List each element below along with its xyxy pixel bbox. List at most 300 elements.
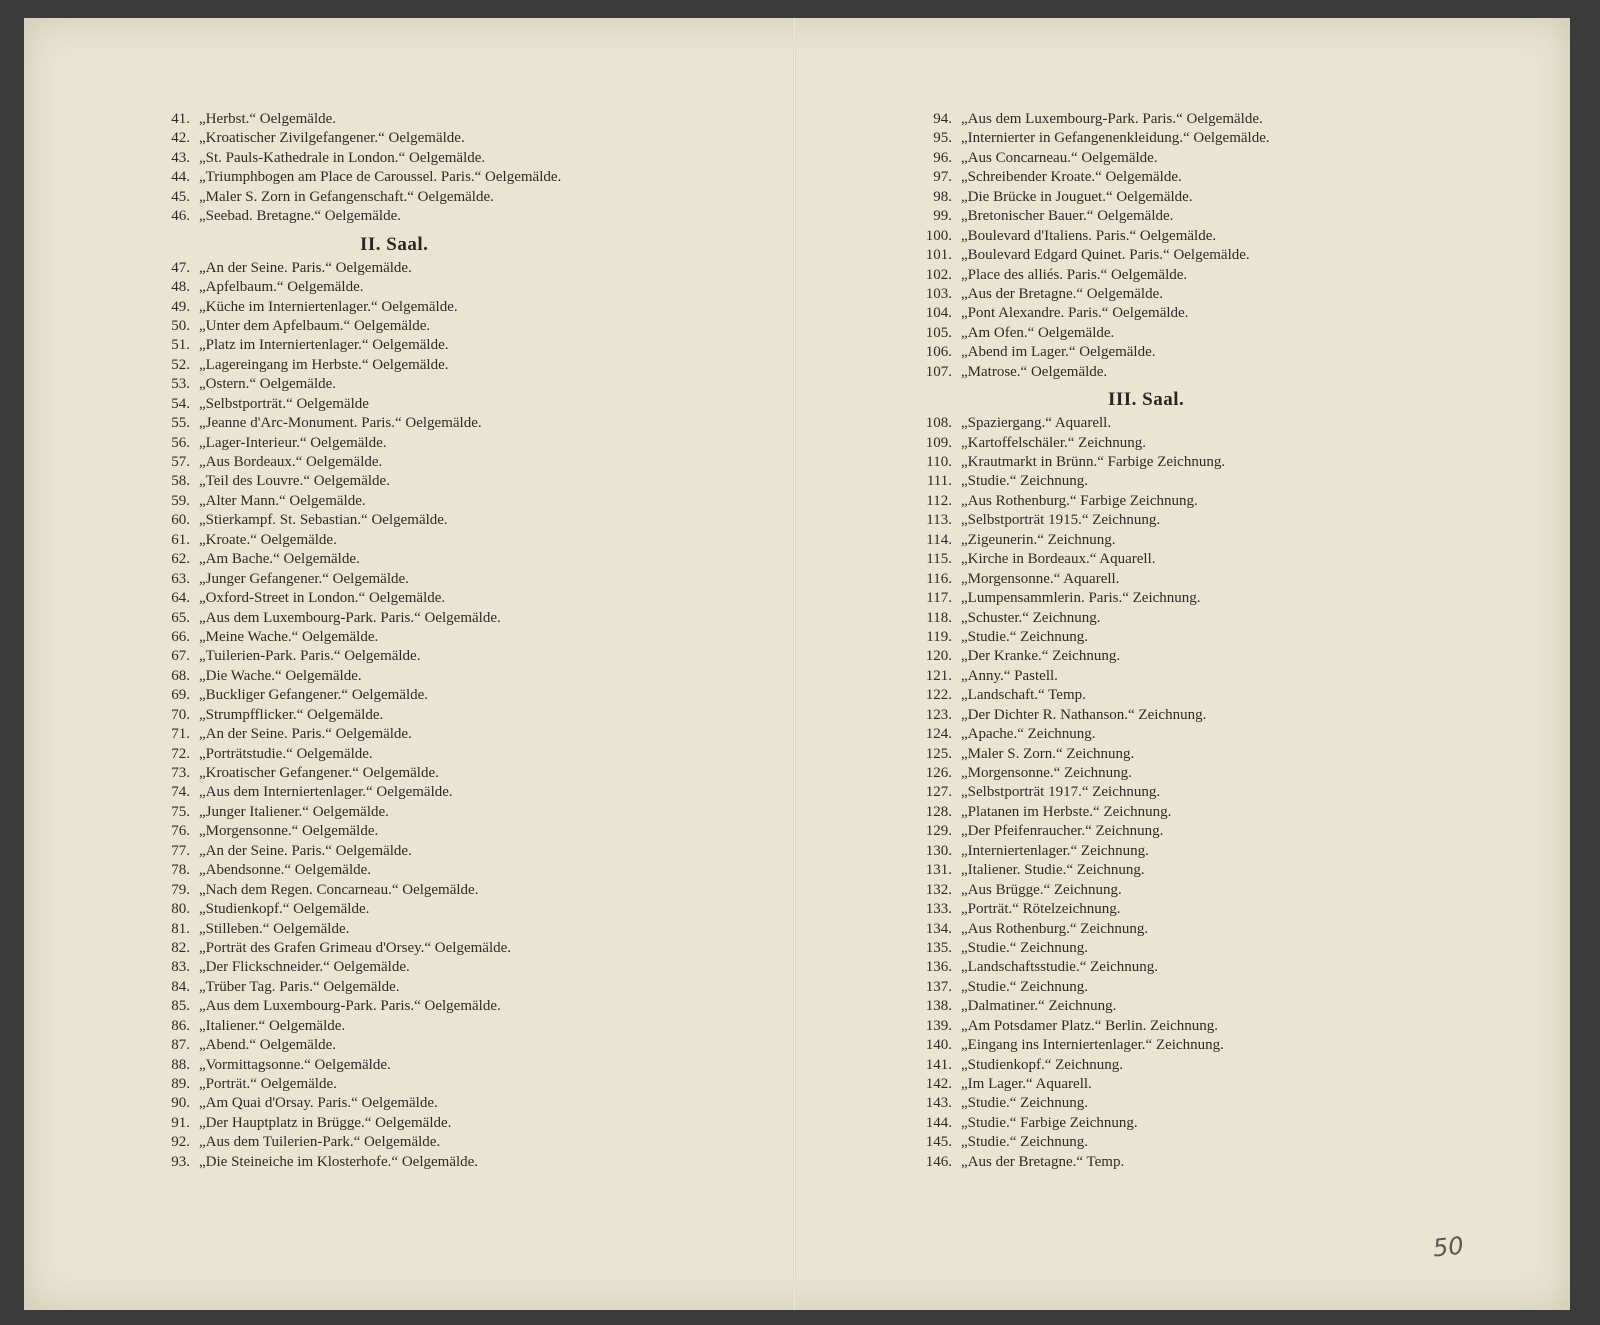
entry-number: 140. bbox=[925, 1037, 952, 1054]
catalog-entry bbox=[158, 1036, 561, 1055]
catalog-entry bbox=[158, 278, 561, 297]
entry-title: „Studie.“ Zeichnung. bbox=[961, 628, 1089, 645]
entry-title: „Im Lager.“ Aquarell. bbox=[961, 1076, 1092, 1092]
entry-number: 85. bbox=[171, 998, 190, 1015]
entry-number: 41. bbox=[171, 111, 190, 127]
entry-number: 99. bbox=[933, 208, 952, 225]
entry-title: „Jeanne d'Arc-Monument. Paris.“ Oelgemälde. bbox=[199, 415, 482, 432]
entry-title: „Lagereingang im Herbste.“ Oelgemälde. bbox=[199, 356, 449, 373]
entry-title: „Schreibender Kroate.“ Oelgemälde. bbox=[961, 169, 1182, 186]
entry-number: 55. bbox=[171, 415, 190, 432]
entry-title: „Studienkopf.“ Oelgemälde. bbox=[199, 901, 370, 918]
catalog-entry bbox=[158, 336, 561, 355]
entry-title: „Kartoffelschäler.“ Zeichnung. bbox=[961, 434, 1147, 451]
entry-title: „Studie.“ Zeichnung. bbox=[961, 978, 1089, 995]
catalog-entry bbox=[158, 920, 561, 939]
catalog-entry bbox=[912, 1017, 1270, 1036]
entry-title: „Meine Wache.“ Oelgemälde. bbox=[199, 628, 379, 645]
entry-title: „Matrose.“ Oelgemälde. bbox=[961, 363, 1108, 380]
catalog-entry bbox=[158, 414, 561, 433]
left-column bbox=[158, 110, 561, 1172]
entry-title: „Stilleben.“ Oelgemälde. bbox=[199, 920, 350, 937]
catalog-entry bbox=[158, 978, 561, 997]
entry-title: „Aus dem Luxembourg-Park. Paris.“ Oelgemälde. bbox=[199, 609, 501, 626]
catalog-entry bbox=[912, 110, 1270, 129]
entry-title: „Place des alliés. Paris.“ Oelgemälde. bbox=[961, 266, 1188, 283]
entry-title: „Selbstporträt 1915.“ Zeichnung. bbox=[961, 512, 1161, 529]
entry-number: 59. bbox=[171, 492, 190, 509]
entry-number: 53. bbox=[171, 376, 190, 393]
catalog-entry bbox=[158, 168, 561, 187]
entry-number: 43. bbox=[171, 149, 190, 166]
entry-number: 104. bbox=[925, 305, 952, 322]
catalog-entry bbox=[912, 129, 1270, 148]
catalog-entry bbox=[158, 395, 561, 414]
entry-title: „Kirche in Bordeaux.“ Aquarell. bbox=[961, 551, 1156, 568]
catalog-entry bbox=[912, 492, 1270, 511]
entry-title: „Maler S. Zorn.“ Zeichnung. bbox=[961, 745, 1135, 762]
catalog-entry bbox=[158, 745, 561, 764]
entry-number: 68. bbox=[171, 667, 190, 684]
entry-number: 44. bbox=[171, 169, 190, 186]
entry-number: 58. bbox=[171, 473, 190, 490]
catalog-entry bbox=[158, 1114, 561, 1133]
entry-title: „Tuilerien-Park. Paris.“ Oelgemälde. bbox=[199, 648, 421, 665]
catalog-entry bbox=[912, 188, 1270, 207]
right-column bbox=[912, 110, 1270, 1172]
entry-number: 101. bbox=[925, 247, 952, 264]
entry-title: „Eingang ins Interniertenlager.“ Zeichnung. bbox=[961, 1037, 1224, 1054]
catalog-entry bbox=[912, 570, 1270, 589]
entry-number: 107. bbox=[925, 363, 952, 380]
entry-title: „Kroatischer Gefangener.“ Oelgemälde. bbox=[199, 765, 439, 781]
entry-title: „Vormittagsonne.“ Oelgemälde. bbox=[199, 1056, 391, 1073]
entry-title: „An der Seine. Paris.“ Oelgemälde. bbox=[199, 726, 412, 743]
entry-title: „Italiener.“ Oelgemälde. bbox=[199, 1017, 346, 1034]
entry-number: 133. bbox=[925, 901, 952, 918]
entry-title: „Strumpfflicker.“ Oelgemälde. bbox=[199, 706, 384, 723]
entry-number: 114. bbox=[926, 531, 952, 548]
entry-title: „Herbst.“ Oelgemälde. bbox=[199, 111, 337, 127]
entry-number: 130. bbox=[925, 842, 952, 859]
entry-number: 67. bbox=[171, 648, 190, 665]
catalog-entry bbox=[912, 920, 1270, 939]
catalog-entry bbox=[912, 609, 1270, 628]
entry-number: 65. bbox=[171, 609, 190, 626]
entry-title: „Porträt des Grafen Grimeau d'Orsey.“ Oelgemälde. bbox=[199, 939, 512, 956]
entry-number: 138. bbox=[925, 998, 952, 1015]
entry-title: „St. Pauls-Kathedrale in London.“ Oelgemälde. bbox=[199, 149, 486, 166]
entry-title: „Aus Brügge.“ Zeichnung. bbox=[961, 881, 1122, 898]
catalog-entry bbox=[912, 472, 1270, 491]
catalog-entry bbox=[912, 1075, 1270, 1094]
entry-number: 116. bbox=[926, 570, 952, 587]
entry-number: 60. bbox=[171, 512, 190, 529]
entry-number: 106. bbox=[925, 344, 952, 361]
entry-title: „Am Quai d'Orsay. Paris.“ Oelgemälde. bbox=[199, 1095, 438, 1112]
entry-title: „Der Dichter R. Nathanson.“ Zeichnung. bbox=[961, 706, 1207, 723]
catalog-entry bbox=[158, 511, 561, 530]
catalog-entry bbox=[158, 1075, 561, 1094]
catalog-entry bbox=[158, 1017, 561, 1036]
catalog-entry bbox=[912, 997, 1270, 1016]
catalog-entry bbox=[158, 531, 561, 550]
entry-title: „Alter Mann.“ Oelgemälde. bbox=[199, 492, 366, 509]
catalog-entry bbox=[912, 227, 1270, 246]
entry-title: „Morgensonne.“ Oelgemälde. bbox=[199, 823, 379, 840]
entry-title: „Bretonischer Bauer.“ Oelgemälde. bbox=[961, 208, 1174, 225]
catalog-entry bbox=[158, 783, 561, 802]
entry-number: 61. bbox=[171, 531, 190, 548]
entry-number: 123. bbox=[925, 706, 952, 723]
catalog-entry bbox=[158, 149, 561, 168]
entry-title: „Lager-Interieur.“ Oelgemälde. bbox=[199, 434, 387, 451]
entry-number: 54. bbox=[171, 395, 190, 412]
entry-title: „Internierter in Gefangenenkleidung.“ Oelgemälde. bbox=[961, 130, 1270, 147]
entry-number: 143. bbox=[925, 1095, 952, 1112]
catalog-entry bbox=[912, 803, 1270, 822]
entry-title: „Triumphbogen am Place de Caroussel. Paris.“ Oelgemälde. bbox=[199, 169, 562, 186]
entry-number: 72. bbox=[171, 745, 190, 762]
entry-title: „Interniertenlager.“ Zeichnung. bbox=[961, 842, 1149, 859]
catalog-entry bbox=[912, 168, 1270, 187]
catalog-entry bbox=[912, 764, 1270, 783]
entry-number: 103. bbox=[925, 285, 952, 302]
entry-title: „Oxford-Street in London.“ Oelgemälde. bbox=[199, 590, 446, 607]
catalog-entry bbox=[158, 570, 561, 589]
entry-number: 49. bbox=[171, 298, 190, 315]
catalog-entry bbox=[912, 246, 1270, 265]
entry-number: 129. bbox=[925, 823, 952, 840]
entry-title: „An der Seine. Paris.“ Oelgemälde. bbox=[199, 842, 412, 859]
entry-title: „Der Kranke.“ Zeichnung. bbox=[961, 648, 1121, 665]
entry-number: 96. bbox=[933, 149, 952, 166]
entry-number: 80. bbox=[171, 901, 190, 918]
entry-title: „Aus dem Tuilerien-Park.“ Oelgemälde. bbox=[199, 1134, 441, 1151]
catalog-entry bbox=[912, 725, 1270, 744]
entry-number: 137. bbox=[925, 978, 952, 995]
catalog-entry bbox=[912, 531, 1270, 550]
entry-title: „Landschaftsstudie.“ Zeichnung. bbox=[961, 959, 1159, 976]
catalog-entry bbox=[158, 375, 561, 394]
entry-number: 56. bbox=[171, 434, 190, 451]
entry-title: „An der Seine. Paris.“ Oelgemälde. bbox=[199, 259, 412, 276]
entry-title: „Lumpensammlerin. Paris.“ Zeichnung. bbox=[961, 590, 1201, 607]
catalog-entry bbox=[912, 434, 1270, 453]
catalog-entry bbox=[912, 589, 1270, 608]
entry-title: „Landschaft.“ Temp. bbox=[961, 687, 1086, 704]
catalog-entry bbox=[158, 472, 561, 491]
entry-title: „Studie.“ Zeichnung. bbox=[961, 473, 1089, 490]
entry-title: „Aus dem Interniertenlager.“ Oelgemälde. bbox=[199, 784, 453, 801]
entry-number: 69. bbox=[171, 687, 190, 704]
entry-number: 97. bbox=[933, 169, 952, 186]
entry-number: 78. bbox=[171, 862, 190, 879]
entry-title: „Selbstporträt.“ Oelgemälde bbox=[199, 395, 369, 412]
catalog-entry bbox=[912, 343, 1270, 362]
catalog-entry bbox=[158, 1133, 561, 1152]
catalog-entry bbox=[158, 958, 561, 977]
catalog-entry bbox=[158, 589, 561, 608]
entry-number: 81. bbox=[171, 920, 190, 937]
entry-title: „Krautmarkt in Brünn.“ Farbige Zeichnung. bbox=[961, 454, 1226, 470]
catalog-entry bbox=[912, 511, 1270, 530]
catalog-entry bbox=[158, 550, 561, 569]
catalog-entry bbox=[158, 609, 561, 628]
entry-number: 87. bbox=[171, 1037, 190, 1054]
entry-number: 86. bbox=[171, 1017, 190, 1034]
entry-number: 93. bbox=[171, 1153, 190, 1170]
center-fold bbox=[793, 18, 796, 1310]
entry-title: „Boulevard d'Italiens. Paris.“ Oelgemälde. bbox=[961, 227, 1217, 244]
catalog-entry bbox=[912, 1036, 1270, 1055]
entry-title: „Studienkopf.“ Zeichnung. bbox=[961, 1056, 1124, 1073]
catalog-entry bbox=[158, 207, 561, 226]
catalog-entry bbox=[158, 803, 561, 822]
entry-number: 88. bbox=[171, 1056, 190, 1073]
catalog-entry bbox=[912, 363, 1270, 382]
section-heading-saal-2: II. Saal. bbox=[360, 233, 429, 255]
entry-number: 135. bbox=[925, 939, 952, 956]
entry-number: 134. bbox=[925, 920, 952, 937]
entry-title: „Porträt.“ Rötelzeichnung. bbox=[961, 901, 1121, 918]
catalog-entry bbox=[912, 266, 1270, 285]
entry-number: 139. bbox=[925, 1017, 952, 1034]
entry-number: 63. bbox=[171, 570, 190, 587]
entry-title: „Morgensonne.“ Aquarell. bbox=[961, 570, 1120, 587]
entry-title: „Anny.“ Pastell. bbox=[961, 667, 1058, 684]
entry-number: 142. bbox=[925, 1076, 952, 1092]
entry-number: 57. bbox=[171, 454, 190, 470]
entry-number: 89. bbox=[171, 1076, 190, 1092]
catalog-entry bbox=[912, 667, 1270, 686]
entry-title: „Die Brücke in Jouguet.“ Oelgemälde. bbox=[961, 188, 1193, 205]
catalog-entry bbox=[912, 324, 1270, 343]
catalog-entry bbox=[158, 298, 561, 317]
entry-title: „Spaziergang.“ Aquarell. bbox=[961, 415, 1112, 432]
catalog-entry bbox=[158, 628, 561, 647]
entry-number: 45. bbox=[171, 188, 190, 205]
catalog-entry bbox=[912, 149, 1270, 168]
entry-title: „Der Hauptplatz in Brügge.“ Oelgemälde. bbox=[199, 1114, 452, 1131]
entry-title: „Seebad. Bretagne.“ Oelgemälde. bbox=[199, 208, 401, 225]
catalog-entry bbox=[912, 881, 1270, 900]
catalog-entry bbox=[912, 207, 1270, 226]
catalog-entry bbox=[912, 453, 1270, 472]
catalog-entry bbox=[912, 628, 1270, 647]
entry-number: 42. bbox=[171, 130, 190, 147]
entry-number: 118. bbox=[926, 609, 952, 626]
entry-number: 117. bbox=[926, 590, 952, 607]
entry-number: 119. bbox=[926, 628, 952, 645]
left-entries-a bbox=[158, 110, 561, 227]
entry-title: „Buckliger Gefangener.“ Oelgemälde. bbox=[199, 687, 429, 704]
entry-number: 146. bbox=[925, 1153, 952, 1170]
entry-number: 132. bbox=[925, 881, 952, 898]
entry-number: 52. bbox=[171, 356, 190, 373]
entry-number: 145. bbox=[925, 1134, 952, 1151]
catalog-entry bbox=[158, 686, 561, 705]
catalog-entry bbox=[912, 706, 1270, 725]
catalog-entry bbox=[158, 356, 561, 375]
catalog-entry bbox=[912, 978, 1270, 997]
entry-number: 64. bbox=[171, 590, 190, 607]
entry-title: „Die Steineiche im Klosterhofe.“ Oelgemälde. bbox=[199, 1153, 479, 1170]
catalog-entry bbox=[912, 304, 1270, 323]
catalog-entry bbox=[158, 706, 561, 725]
entry-title: „Zigeunerin.“ Zeichnung. bbox=[961, 531, 1116, 548]
entry-number: 110. bbox=[926, 454, 952, 470]
catalog-entry bbox=[912, 861, 1270, 880]
entry-number: 109. bbox=[925, 434, 952, 451]
entry-title: „Morgensonne.“ Zeichnung. bbox=[961, 765, 1132, 781]
entry-title: „Studie.“ Farbige Zeichnung. bbox=[961, 1114, 1138, 1131]
left-entries-b bbox=[158, 259, 561, 1173]
entry-number: 131. bbox=[925, 862, 952, 879]
catalog-entry bbox=[158, 842, 561, 861]
catalog-entry bbox=[158, 667, 561, 686]
entry-title: „Am Bache.“ Oelgemälde. bbox=[199, 551, 360, 568]
entry-number: 122. bbox=[925, 687, 952, 704]
entry-title: „Aus der Bretagne.“ Temp. bbox=[961, 1153, 1125, 1170]
entry-title: „Apfelbaum.“ Oelgemälde. bbox=[199, 279, 364, 296]
entry-title: „Porträtstudie.“ Oelgemälde. bbox=[199, 745, 373, 762]
entry-title: „Aus Bordeaux.“ Oelgemälde. bbox=[199, 454, 383, 470]
entry-title: „Porträt.“ Oelgemälde. bbox=[199, 1076, 337, 1092]
entry-number: 47. bbox=[171, 259, 190, 276]
catalog-entry bbox=[158, 881, 561, 900]
entry-number: 113. bbox=[926, 512, 952, 529]
section-heading-saal-3: III. Saal. bbox=[1108, 389, 1185, 411]
entry-title: „Aus Rothenburg.“ Zeichnung. bbox=[961, 920, 1149, 937]
entry-title: „Aus dem Luxembourg-Park. Paris.“ Oelgemälde. bbox=[961, 111, 1263, 127]
right-entries-a bbox=[912, 110, 1270, 382]
entry-number: 91. bbox=[171, 1114, 190, 1131]
entry-title: „Aus dem Luxembourg-Park. Paris.“ Oelgemälde. bbox=[199, 998, 501, 1015]
entry-number: 62. bbox=[171, 551, 190, 568]
catalog-entry bbox=[912, 1153, 1270, 1172]
entry-title: „Unter dem Apfelbaum.“ Oelgemälde. bbox=[199, 317, 431, 334]
entry-number: 136. bbox=[925, 959, 952, 976]
entry-number: 105. bbox=[925, 324, 952, 341]
catalog-entry bbox=[158, 129, 561, 148]
entry-title: „Abend im Lager.“ Oelgemälde. bbox=[961, 344, 1156, 361]
catalog-entry bbox=[158, 1094, 561, 1113]
entry-title: „Die Wache.“ Oelgemälde. bbox=[199, 667, 362, 684]
entry-number: 73. bbox=[171, 765, 190, 781]
entry-title: „Der Flickschneider.“ Oelgemälde. bbox=[199, 959, 410, 976]
catalog-entry bbox=[158, 764, 561, 783]
entry-title: „Trüber Tag. Paris.“ Oelgemälde. bbox=[199, 978, 400, 995]
entry-title: „Aus Rothenburg.“ Farbige Zeichnung. bbox=[961, 492, 1198, 509]
entry-title: „Italiener. Studie.“ Zeichnung. bbox=[961, 862, 1145, 879]
entry-title: „Studie.“ Zeichnung. bbox=[961, 939, 1089, 956]
page-number-annotation: 50 bbox=[1431, 1231, 1465, 1263]
entry-title: „Junger Gefangener.“ Oelgemälde. bbox=[199, 570, 409, 587]
entry-number: 66. bbox=[171, 628, 190, 645]
entry-number: 102. bbox=[925, 266, 952, 283]
entry-title: „Studie.“ Zeichnung. bbox=[961, 1095, 1089, 1112]
entry-number: 126. bbox=[925, 765, 952, 781]
entry-number: 50. bbox=[171, 317, 190, 334]
catalog-entry bbox=[158, 647, 561, 666]
entry-number: 48. bbox=[171, 279, 190, 296]
entry-title: „Abend.“ Oelgemälde. bbox=[199, 1037, 337, 1054]
entry-title: „Pont Alexandre. Paris.“ Oelgemälde. bbox=[961, 305, 1189, 322]
catalog-entry bbox=[158, 188, 561, 207]
catalog-entry bbox=[912, 900, 1270, 919]
entry-number: 144. bbox=[925, 1114, 952, 1131]
entry-number: 120. bbox=[925, 648, 952, 665]
catalog-entry bbox=[912, 783, 1270, 802]
entry-number: 121. bbox=[925, 667, 952, 684]
catalog-entry bbox=[158, 453, 561, 472]
entry-number: 77. bbox=[171, 842, 190, 859]
entry-number: 71. bbox=[171, 726, 190, 743]
entry-title: „Der Pfeifenraucher.“ Zeichnung. bbox=[961, 823, 1164, 840]
entry-title: „Platz im Interniertenlager.“ Oelgemälde. bbox=[199, 337, 449, 354]
catalog-entry bbox=[912, 686, 1270, 705]
catalog-entry bbox=[158, 1153, 561, 1172]
entry-number: 90. bbox=[171, 1095, 190, 1112]
entry-number: 95. bbox=[933, 130, 952, 147]
entry-title: „Maler S. Zorn in Gefangenschaft.“ Oelgemälde. bbox=[199, 188, 494, 205]
entry-number: 112. bbox=[926, 492, 952, 509]
entry-number: 79. bbox=[171, 881, 190, 898]
catalog-entry bbox=[912, 550, 1270, 569]
entry-title: „Stierkampf. St. Sebastian.“ Oelgemälde. bbox=[199, 512, 448, 529]
catalog-entry bbox=[158, 900, 561, 919]
entry-number: 127. bbox=[925, 784, 952, 801]
catalog-entry bbox=[158, 492, 561, 511]
entry-title: „Kroatischer Zivilgefangener.“ Oelgemälde. bbox=[199, 130, 465, 147]
entry-title: „Küche im Interniertenlager.“ Oelgemälde. bbox=[199, 298, 458, 315]
entry-number: 84. bbox=[171, 978, 190, 995]
entry-number: 115. bbox=[926, 551, 952, 568]
catalog-entry bbox=[158, 939, 561, 958]
catalog-entry bbox=[912, 842, 1270, 861]
catalog-entry bbox=[912, 285, 1270, 304]
entry-number: 70. bbox=[171, 706, 190, 723]
entry-title: „Am Ofen.“ Oelgemälde. bbox=[961, 324, 1115, 341]
entry-title: „Ostern.“ Oelgemälde. bbox=[199, 376, 337, 393]
catalog-entry bbox=[912, 414, 1270, 433]
entry-number: 76. bbox=[171, 823, 190, 840]
entry-title: „Schuster.“ Zeichnung. bbox=[961, 609, 1101, 626]
entry-number: 124. bbox=[925, 726, 952, 743]
catalog-entry bbox=[158, 259, 561, 278]
catalog-entry bbox=[912, 1114, 1270, 1133]
entry-title: „Apache.“ Zeichnung. bbox=[961, 726, 1096, 743]
entry-title: „Aus der Bretagne.“ Oelgemälde. bbox=[961, 285, 1163, 302]
entry-title: „Teil des Louvre.“ Oelgemälde. bbox=[199, 473, 390, 490]
entry-title: „Dalmatiner.“ Zeichnung. bbox=[961, 998, 1117, 1015]
catalog-entry bbox=[158, 317, 561, 336]
entry-title: „Am Potsdamer Platz.“ Berlin. Zeichnung. bbox=[961, 1017, 1219, 1034]
catalog-entry bbox=[158, 1056, 561, 1075]
catalog-entry bbox=[912, 1094, 1270, 1113]
catalog-entry bbox=[158, 110, 561, 129]
catalog-entry bbox=[912, 939, 1270, 958]
entry-title: „Abendsonne.“ Oelgemälde. bbox=[199, 862, 372, 879]
entry-number: 75. bbox=[171, 803, 190, 820]
catalog-entry bbox=[912, 1056, 1270, 1075]
entry-number: 100. bbox=[925, 227, 952, 244]
catalog-entry bbox=[912, 647, 1270, 666]
catalog-entry bbox=[912, 1133, 1270, 1152]
entry-number: 82. bbox=[171, 939, 190, 956]
entry-number: 51. bbox=[171, 337, 190, 354]
